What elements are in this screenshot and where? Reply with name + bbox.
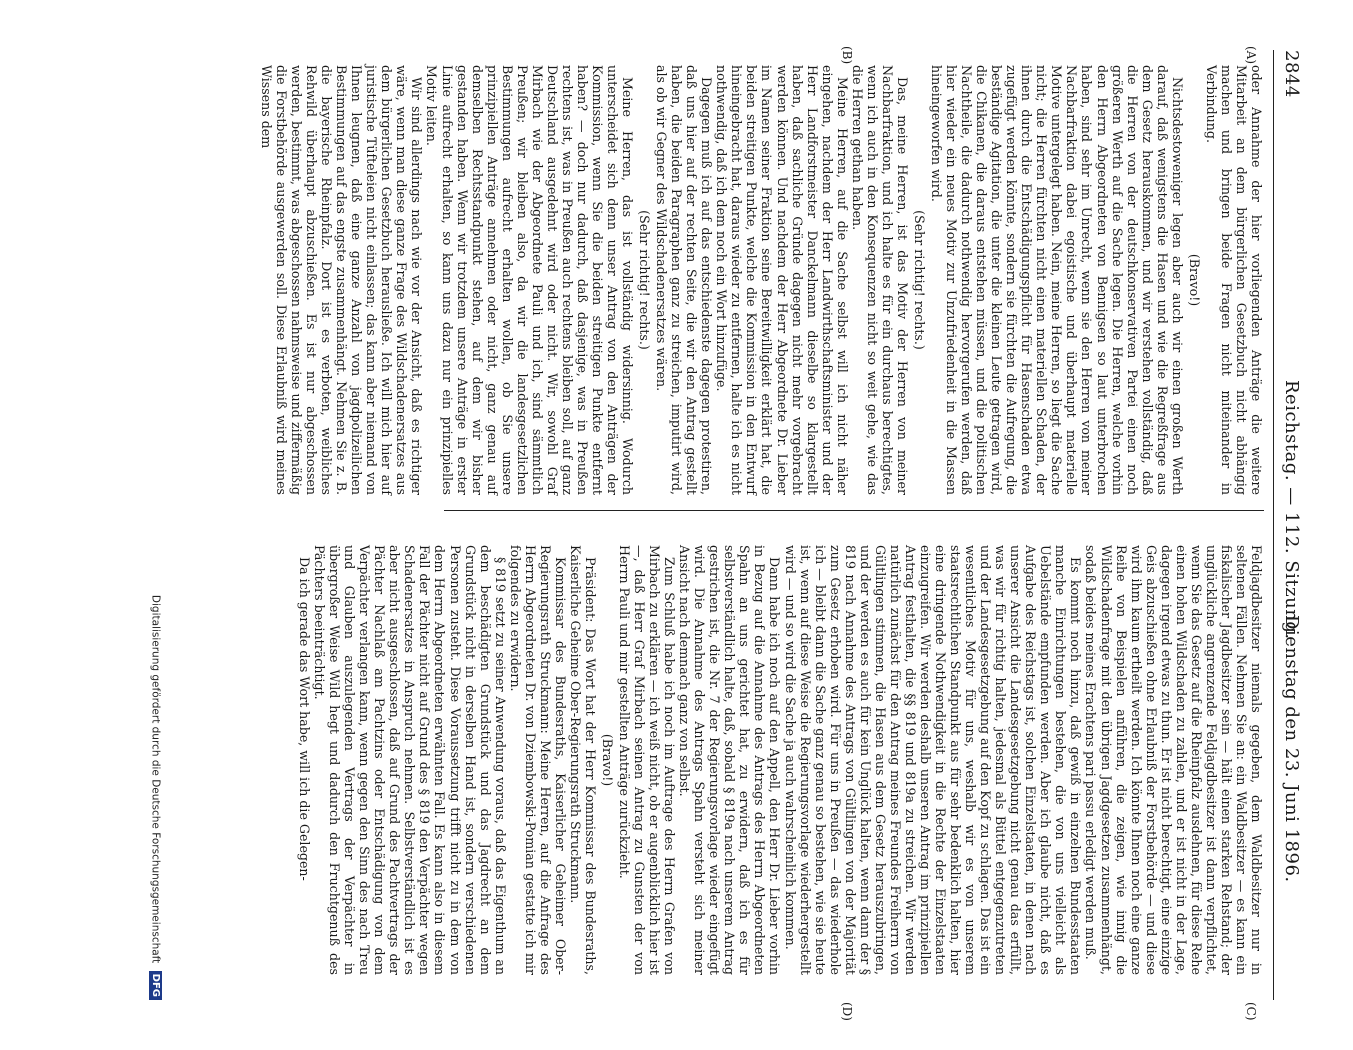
paragraph: Kommissar des Bundesraths, Kaiserlicher Geheimer Ober-Regierungsrath Struckmann: Meine Herren, auf die Anfrage des Herrn Abgeordneten Dr. von Dziembowski-Pomian gestatte ich mir folgendes zu erwidern. bbox=[507, 545, 568, 975]
paragraph: Wir sind allerdings nach wie vor der Ansicht, daß es richtiger wäre, wenn man diese ganze Frage des Wildschadenersatzes aus dem bürgerlichen Gesetzbuch herausließe. Ich will mich hier auf juristische Tüfteleien nicht einlassen; das kann aber niemand von Ihnen leugnen, daß eine ganze Anzahl von jagdpolizeilichen Bestimmungen auf das engste zusammenhängt. Nehmen Sie z. B. die bayerische Rheinpfalz. Dort ist es verboten, weibliches Rehwild überhaupt abzuschießen. Es ist nur abgeschossen werden, bestimmt, was abgeschossen nahmsweise und ziffermäßig die Forstbehörde ausgewerden soll. Diese Erlaubniß wird meines Wissens dem bbox=[258, 65, 425, 495]
paragraph: Es kommt noch hinzu, daß gewiß in einzelnen Bundesstaaten manche Einrichtungen bestehen, die von uns vielleicht als Uebelstände empfunden werden. Aber ich glaube nicht, daß es Aufgabe des Reichstags ist, solchen Einzelstaaten, in denen nach unserer Ansicht die Landesgesetzgebung nicht genau das erfüllt, was wir für richtig halten, jedesmal als Büttel entgegenzutreten und der Landesgesetzgebung auf den Kopf zu schlagen. Das ist ein wesentliches Motiv für uns, weshalb wir es von unserem staatsrechtlichen Standpunkt aus für sehr bedenklich halten, hier eine dringende Nothwendigkeit in die Rechte der Einzelstaaten einzugreifen. Wir werden deshalb unseren Antrag im prinzipiellen Antrag festhalten, die §§ 819 und 819a zu streichen. Wir werden natürlich zunächst für den Antrag meines Freundes Freiherrn von Gültlingen stimmen, die Hasen aus dem Gesetz herauszubringen, und der werden es auch für kein Unglück halten, wenn dann der § 819 nach Annahme des Antrags von Gültlingen von der Majorität zum Gesetz erhoben wird. Für uns in Preußen — das wiederhole ich — bleibt dann die Sache ganz genau so bestehen, wie sie heute ist, wenn auf diese Weise die Regierungsvorlage wiederhergestellt wird — und so wird die Sache ja auch wahrscheinlich kommen. bbox=[782, 545, 1084, 975]
paragraph: oder Annahme der hier vorliegenden Anträge die weitere Mitarbeit an dem bürgerlichen Gesetzbuch nicht abhängig machen und bringen beide Fragen nicht miteinander in Verbindung. bbox=[1203, 65, 1264, 495]
margin-mark-b: (B) bbox=[840, 46, 854, 65]
dfg-logo: DFG bbox=[149, 971, 162, 1000]
interjection: (Sehr richtig! rechts.) bbox=[637, 210, 653, 350]
paragraph: Präsident: Das Wort hat der Herr Kommissar des Bundesraths, Kaiserliche Geheime Ober-Regierungsrath Struckmann. bbox=[567, 545, 598, 975]
paragraph: Dann habe ich noch auf den Appell, den Herr Dr. Lieber vorhin in Bezug auf die Annahme des Antrags des Herrn Abgeordneten Spahn an uns gerichtet hat, zu erwidern, daß ich es für selbstverständlich halte, daß, sobald § 819a nach unserem Antrag gestrichen ist, die Nr. 7 der Regierungsvorlage wieder eingefügt wird. Die Annahme des Antrags Spahn versteht sich meiner Ansicht nach demnach ganz von selbst. bbox=[677, 545, 783, 975]
rotated-page bbox=[15, 0, 1310, 1021]
page-header bbox=[1276, 50, 1302, 1050]
session-title: Reichstag. — 112. Sitzung. bbox=[1281, 380, 1302, 640]
paragraph: Feldjagdbesitzer niemals gegeben, dem Waldbesitzer nur in seltenen Fällen. Nehmen Sie an: ein Waldbesitzer — es kann ein fiskalischer Jagdbesitzer sein — hält einen starken Rehstand; der unglückliche angrenzende Feldjagdbesitzer ist dann verpflichtet, wenn Sie das Gesetz auf die Rheinpfalz ausdehnen, für diese Rehe einen hohen Wildschaden zu zahlen, und er ist nicht in der Lage, dagegen irgend etwas zu thun. Er ist nicht berechtigt, eine einzige Geis abzuschießen ohne Erlaubniß der Forstbehörde — und diese wird ihm kaum ertheilt werden. Ich könnte Ihnen noch eine ganze Reihe von Beispielen anführen, die zeigen, wie innig die Wildschadenfrage mit den übrigen Jagdgesetzen zusammenhängt, sodaß beides meines Erachtens pari passu erledigt werden muß. bbox=[1083, 545, 1264, 975]
margin-mark-a: (A) bbox=[1244, 46, 1258, 65]
margin-mark-c: (C) bbox=[1244, 1002, 1258, 1021]
digitization-footer bbox=[149, 40, 162, 1000]
session-date: Dienstag den 23. Juni 1896. bbox=[1281, 615, 1302, 883]
paragraph: Da ich gerade das Wort habe, will ich die Gelegen- bbox=[297, 557, 313, 881]
paragraph: Zum Schluß habe ich noch im Auftrage des Herrn Grafen von Mirbach zu erklären — ich weiß nicht, ob er augenblicklich hier ist —, daß Herr Graf Mirbach seinen Antrag zu Gunsten der von Herrn Pauli und mir gestellten Anträge zurückzieht. bbox=[617, 545, 678, 975]
margin-mark-d: (D) bbox=[840, 1002, 854, 1021]
footer-text: Digitalisierung gefördert durch die Deutsche Forschungsgemeinschaft bbox=[149, 594, 162, 964]
interjection: (Sehr richtig! rechts.) bbox=[911, 210, 927, 350]
paragraph: § 819 setzt zu seiner Anwendung voraus, daß das Eigenthum an dem beschädigten Grundstück und das Jagdrecht an dem Grundstück nicht in derselben Hand ist, sondern verschiedenen Personen zusteht. Diese Voraussetzung trifft nicht zu in dem von dem Herrn Abgeordneten erwähnten Fall. Es kann also in diesem Fall der Pächter nicht auf Grund des § 819 den Verpächter wegen Schadenersatzes in Anspruch nehmen. Selbstverständlich ist es aber nicht ausgeschlossen, daß auf Grund des Pachtvertrags der Pächter Nachlaß am Pachtzins oder Entschädigung von dem Verpächter verlangen kann, wenn gegen den Sinn des nach Treu und Glauben auszulegenden Vertrags der Verpächter in übergroßer Weise Wild hegt und dadurch den Fruchtgenuß des Pächters beeinträchtigt. bbox=[312, 545, 508, 975]
left-column bbox=[258, 65, 1264, 495]
paragraph: Nichtsdestoweniger legen aber auch wir einen großen Werth darauf, daß wenigstens die Hasen und wie die Regreßfrage aus dem Gesetz herauskommen, und wir verstehen vollständig, daß die Herren von der deutschkonservativen Partei einen noch größeren Werth auf die Sache legen. Die Herren, welche vorhin den Herrn Abgeordneten von Bennigsen so laut unterbrochen haben, sind sehr im Unrecht, wenn sie den Herren von meiner Nachbarfraktion dabei egoistische und überhaupt materielle Motive untergelegt haben. Nein, meine Herren, so liegt die Sache nicht; die Herren fürchten nicht einen materiellen Schaden, der ihnen durch die Entschädigungspflicht für Hasenschaden etwa zugefügt werden könnte, sondern sie fürchten die Aufregung, die beständige Agitation, die unter die kleinen Leute getragen wird, die Chikanen, die daraus entstehen müssen, und die politischen Nachtheile, die dadurch nothwendig hervorgerufen werden, daß hier wieder ein neues Motiv zur Unzufriedenheit in die Massen hineingeworfen wird. bbox=[929, 65, 1185, 495]
header-rule bbox=[1273, 50, 1274, 1000]
right-column bbox=[297, 545, 1264, 975]
column-divider bbox=[444, 510, 1264, 511]
page-number: 2844 bbox=[1281, 50, 1302, 98]
interjection: (Bravo!) bbox=[1186, 253, 1202, 307]
paragraph: Dagegen muß ich auf das entschiedenste dagegen protestiren, daß uns hier auf der rechten Seite, die wir den Antrag gestellt haben, die beiden Paragraphen ganz zu streichen, imputirt wird, als ob wir Gegner des Wildschadenersatzes wären. bbox=[654, 65, 715, 495]
interjection: (Bravo!) bbox=[599, 733, 615, 787]
paragraph: Meine Herren, auf die Sache selbst will ich nicht näher eingehen, nachdem der Herr Landwirthschaftsminister und der Herr Landforstmeister Danckelmann dieselbe so klargestellt haben, daß sachliche Gründe dagegen nicht mehr vorgebracht werden können. Und nachdem der Herr Abgeordnete Dr. Lieber im Namen seiner Fraktion seine Bereitwilligkeit erklärt hat, die beiden streitigen Punkte, welche die Kommission in den Entwurf hineingebracht hat, daraus wieder zu entfernen, halte ich es nicht nothwendig, daß ich dem noch ein Wort hinzufüge. bbox=[714, 65, 850, 495]
paragraph: Meine Herren, das ist vollständig widersinnig. Wodurch unterscheidet sich denn unser Antrag von den Anträgen der Kommission, wenn Sie die beiden streitigen Punkte entfernt haben? — doch nur dadurch, daß dasjenige, was in Preußen rechtens ist, was in Preußen auch rechtens bleiben soll, auf ganz Deutschland ausgedehnt wird oder nicht. Wir, sowohl Graf Mirbach wie der Abgeordnete Pauli und ich, sind sämmtlich Preußen; wir bleiben also, da wir die landesgesetzlichen Bestimmungen aufrecht erhalten wollen, ob Sie unsere prinzipiellen Anträge annehmen oder nicht, ganz genau auf demselben Rechtsstandpunkt stehen, auf dem wir bisher gestanden haben. Wenn wir trotzdem unsere Anträge in erster Linie aufrecht erhalten, so kann uns dazu nur ein prinzipielles Motiv leiten. bbox=[424, 65, 636, 495]
paragraph: Das, meine Herren, ist das Motiv der Herren von meiner Nachbarfraktion, und ich halte es für ein durchaus berechtigtes, wenn ich auch in den Konsequenzen nicht so weit gehe, wie das die Herren gethan haben. bbox=[849, 65, 910, 495]
